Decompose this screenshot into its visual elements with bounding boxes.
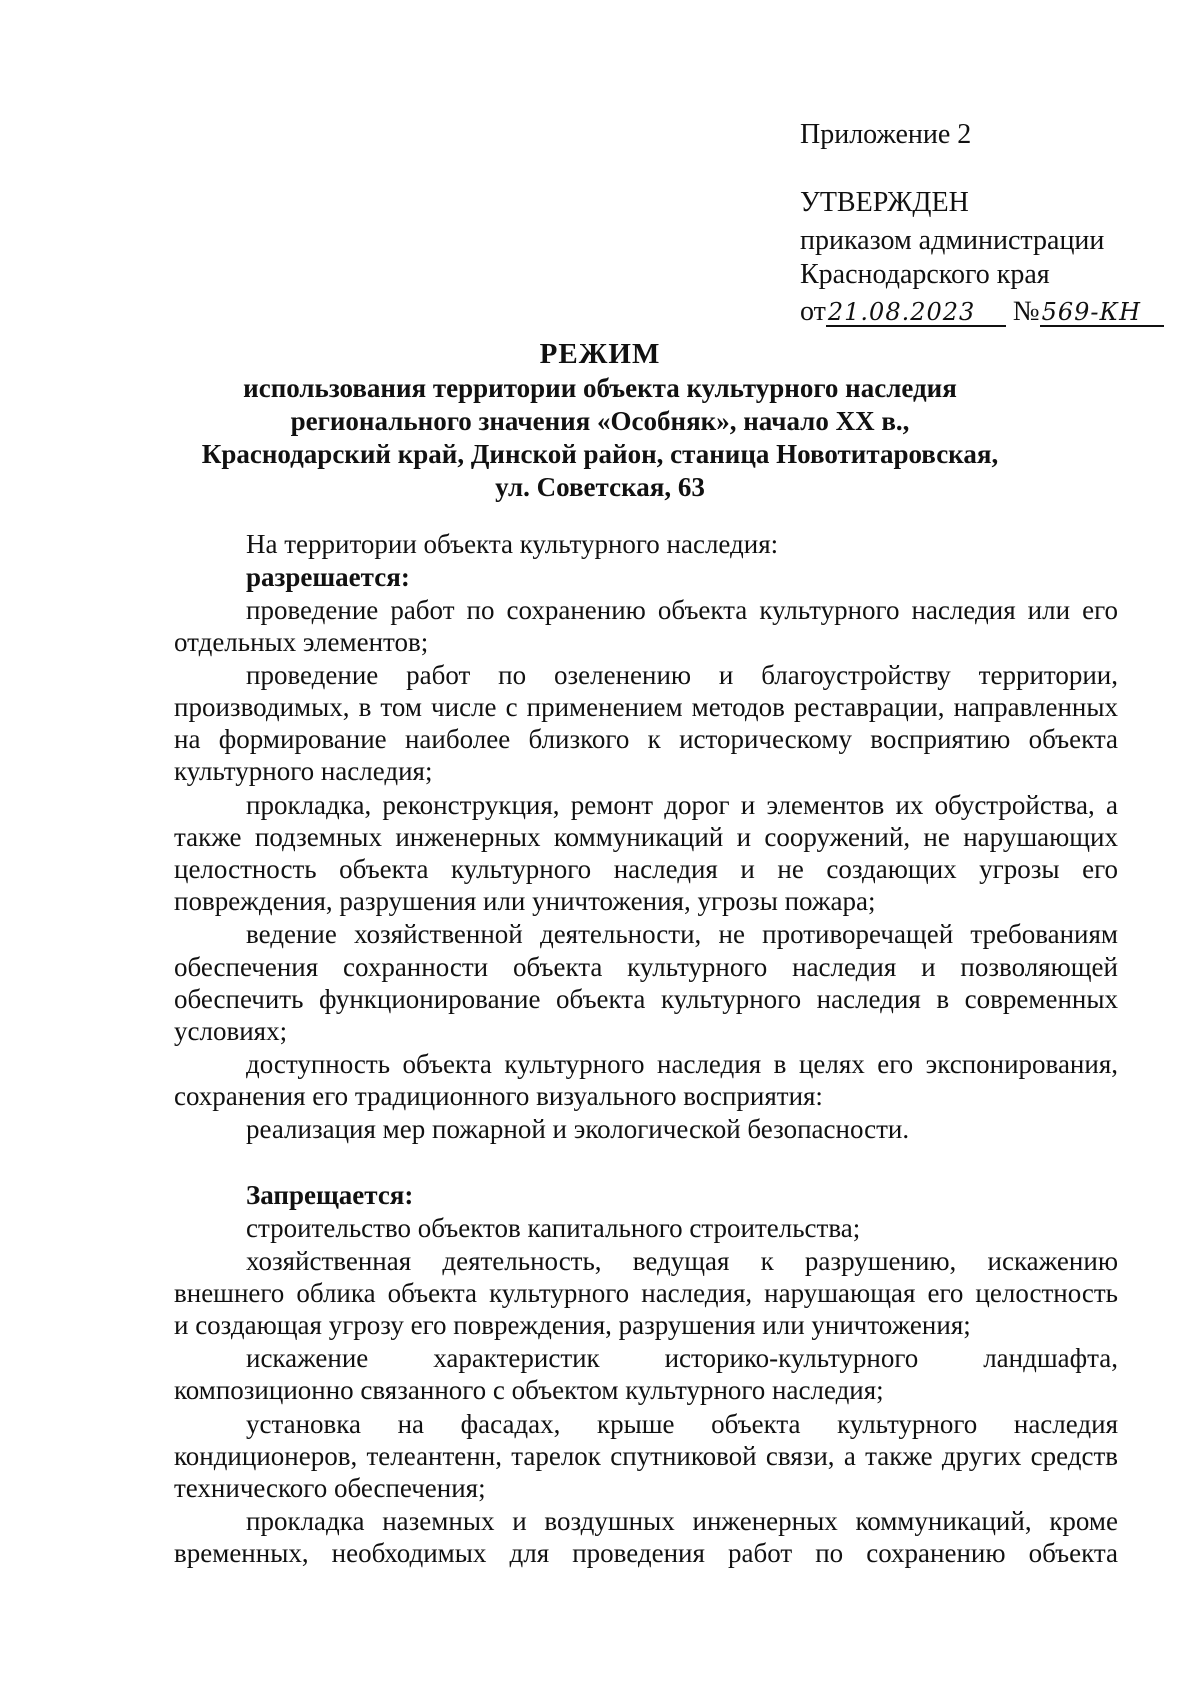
allowed-item-1-line-1: проведение работ по сохранению объекта культурного наследия или его: [246, 595, 1118, 625]
title-line-3: Краснодарский край, Динской район, станица Новотитаровская,: [201, 439, 999, 469]
handwritten-number: 569-КН: [1040, 299, 1164, 327]
allowed-item-3-line-4: повреждения, разрушения или уничтожения, угрозы пожара;: [174, 886, 876, 916]
title-line-4: ул. Советская, 63: [495, 472, 705, 502]
title-line-2: регионального значения «Особняк», начало XX в.,: [290, 406, 910, 436]
forbidden-heading: Запрещается:: [246, 1180, 414, 1210]
allowed-item-4-line-3: обеспечить функционирование объекта культурного наследия в современных: [174, 984, 1118, 1014]
forbidden-item-1-line-1: строительство объектов капитального строительства;: [246, 1213, 861, 1243]
date-prefix: от: [800, 296, 826, 327]
allowed-item-6-line-1: реализация мер пожарной и экологической безопасности.: [246, 1114, 910, 1144]
forbidden-item-4-line-3: технического обеспечения;: [174, 1473, 486, 1503]
approval-date-number-line: [800, 296, 1164, 328]
allowed-item-4-line-4: условиях;: [174, 1016, 288, 1046]
forbidden-item-3-line-1: искажение характеристик историко-культурного ландшафта,: [246, 1343, 1118, 1373]
allowed-item-2-line-1: проведение работ по озеленению и благоустройству территории,: [246, 660, 1118, 690]
allowed-item-2-line-2: производимых, в том числе с применением методов реставрации, направленных: [174, 692, 1118, 722]
forbidden-item-3-line-2: композиционно связанного с объектом культурного наследия;: [174, 1375, 884, 1405]
allowed-item-2-line-3: на формирование наиболее близкого к историческому восприятию объекта: [174, 724, 1118, 754]
allowed-heading: разрешается:: [246, 562, 410, 592]
appendix-label: Приложение 2: [800, 119, 972, 150]
document-title: РЕЖИМ: [539, 338, 661, 370]
handwritten-date: 21.08.2023: [826, 299, 1006, 327]
approved-by-order: приказом администрации: [800, 225, 1105, 256]
allowed-item-5-line-1: доступность объекта культурного наследия в целях его экспонирования,: [246, 1049, 1118, 1079]
forbidden-item-4-line-1: установка на фасадах, крыше объекта культурного наследия: [246, 1409, 1118, 1439]
approved-region: Краснодарского края: [800, 259, 1050, 290]
forbidden-item-5-line-2: временных, необходимых для проведения работ по сохранению объекта: [174, 1538, 1118, 1568]
approved-label: УТВЕРЖДЕН: [800, 187, 969, 218]
allowed-item-4-line-1: ведение хозяйственной деятельности, не противоречащей требованиям: [246, 919, 1118, 949]
allowed-item-3-line-3: целостность объекта культурного наследия и не создающих угрозы его: [174, 854, 1118, 884]
intro-text: На территории объекта культурного наследия:: [246, 529, 779, 559]
forbidden-item-2-line-3: и создающая угрозу его повреждения, разрушения или уничтожения;: [174, 1310, 971, 1340]
document-title-block: [170, 336, 1030, 504]
allowed-item-4-line-2: обеспечения сохранности объекта культурного наследия и позволяющей: [174, 952, 1118, 982]
allowed-item-2-line-4: культурного наследия;: [174, 756, 433, 786]
forbidden-item-4-line-2: кондиционеров, телеантенн, тарелок спутниковой связи, а также других средств: [174, 1441, 1118, 1471]
allowed-item-3-line-1: прокладка, реконструкция, ремонт дорог и элементов их обустройства, а: [246, 790, 1118, 820]
forbidden-item-2-line-2: внешнего облика объекта культурного наследия, нарушающая его целостность: [174, 1278, 1118, 1308]
number-prefix: №: [1012, 296, 1040, 327]
allowed-item-1-line-2: отдельных элементов;: [174, 627, 429, 657]
forbidden-item-5-line-1: прокладка наземных и воздушных инженерных коммуникаций, кроме: [246, 1506, 1118, 1536]
allowed-item-3-line-2: также подземных инженерных коммуникаций и сооружений, не нарушающих: [174, 822, 1118, 852]
title-line-1: использования территории объекта культурного наследия: [243, 373, 957, 403]
allowed-item-5-line-2: сохранения его традиционного визуального восприятия:: [174, 1081, 823, 1111]
forbidden-item-2-line-1: хозяйственная деятельность, ведущая к разрушению, искажению: [246, 1246, 1118, 1276]
